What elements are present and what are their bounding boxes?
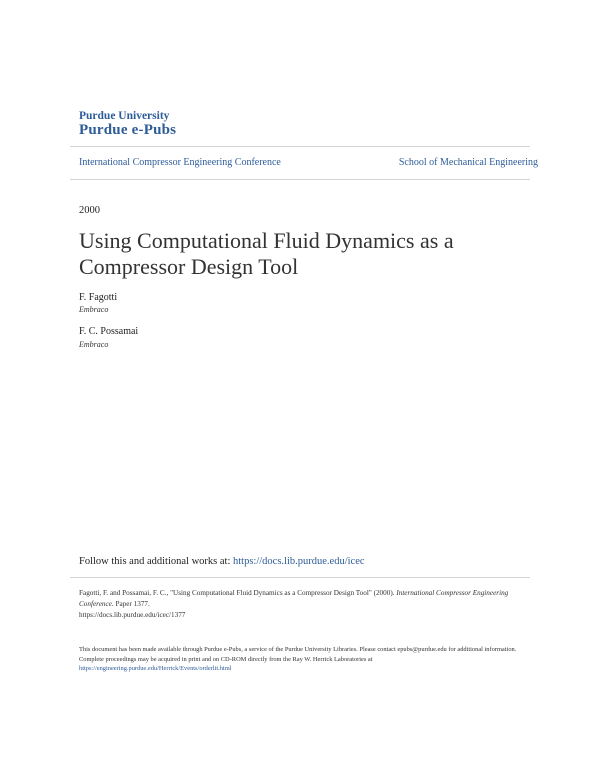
author-name: F. C. Possamai — [79, 326, 139, 337]
citation-url[interactable]: https://docs.lib.purdue.edu/icec/1377 — [79, 611, 186, 619]
author-name: F. Fagotti — [79, 292, 118, 303]
school-link[interactable]: School of Mechanical Engineering — [398, 157, 538, 168]
author-affiliation: Embraco — [79, 340, 109, 349]
follow-prefix: Follow this and additional works at: — [79, 556, 233, 567]
citation-journal: International Compressor Engineering Conference — [79, 589, 509, 608]
herrick-link[interactable]: https://engineering.purdue.edu/Herrick/Events/orderlit.html — [79, 665, 232, 672]
collection-link[interactable]: https://docs.lib.purdue.edu/icec — [233, 556, 365, 567]
footer-divider — [70, 577, 530, 578]
notice-block — [79, 645, 524, 674]
author-affiliation: Embraco — [79, 305, 109, 314]
paper-title: Using Computational Fluid Dynamics as a Compressor Design Tool — [79, 228, 454, 279]
notice-line — [79, 655, 524, 674]
nav-divider — [70, 179, 530, 180]
citation-block — [79, 588, 524, 621]
citation-text: Fagotti, F. and Possamai, F. C., "Using Computational Fluid Dynamics as a Compressor Design Tool" (2000). — [79, 589, 397, 597]
notice-line: This document has been made available through Purdue e-Pubs, a service of the Purdue University Libraries. Please contact epubs@purdue.edu for additional information. — [79, 646, 517, 653]
notice-prefix: Complete proceedings may be acquired in print and on CD-ROM directly from the Ray W. Herrick Laboratories at — [79, 655, 373, 663]
institution-name: Purdue University — [79, 110, 170, 122]
conference-link[interactable]: International Compressor Engineering Conference — [79, 157, 281, 168]
citation-paper: . Paper 1377. — [111, 600, 150, 608]
repository-name[interactable]: Purdue e-Pubs — [79, 122, 177, 138]
publication-year: 2000 — [79, 205, 100, 216]
header-divider — [70, 146, 530, 147]
follow-line — [79, 556, 365, 567]
